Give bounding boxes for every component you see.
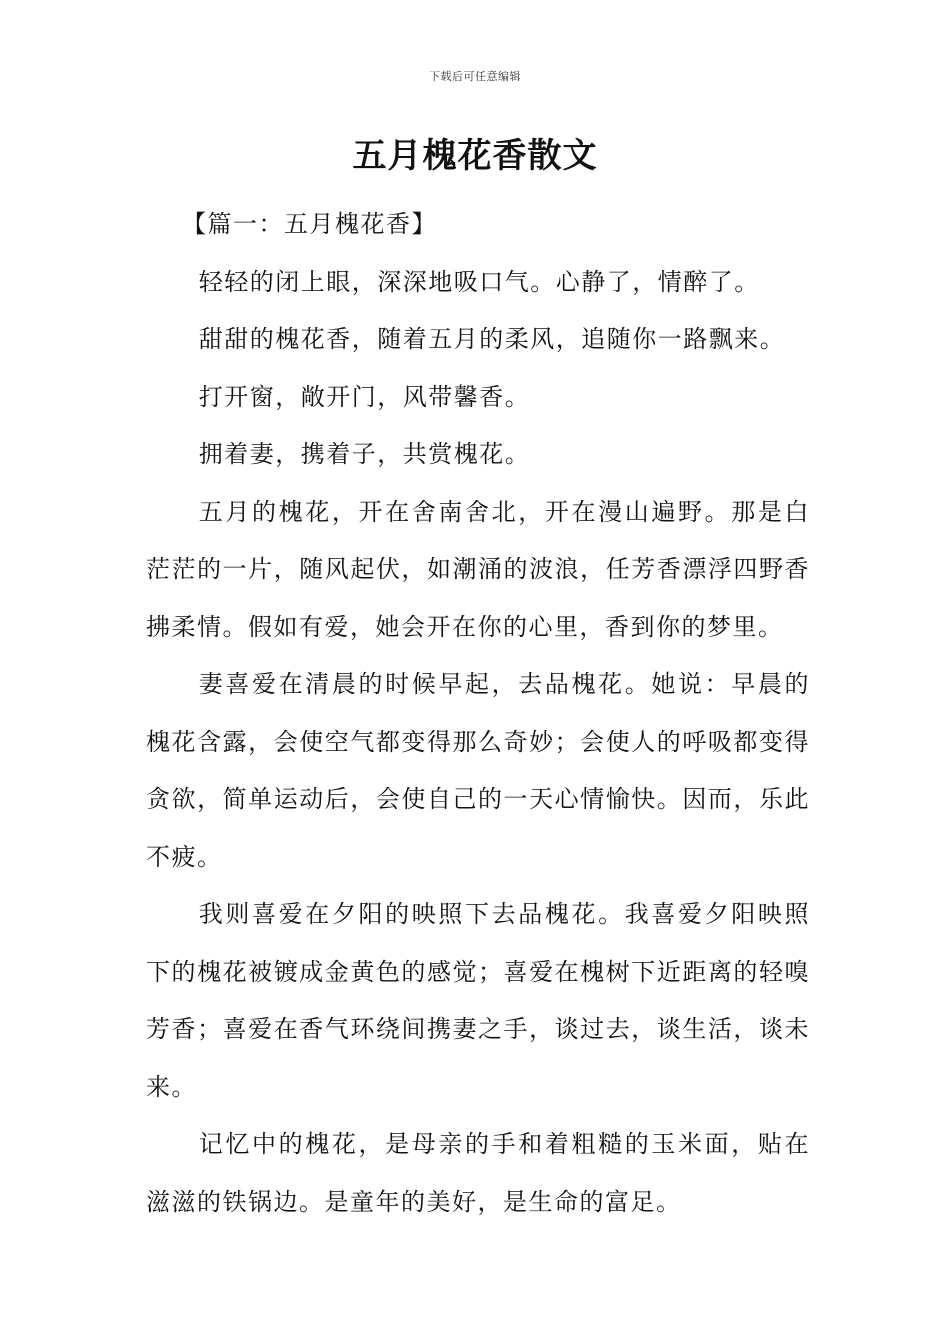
section-heading: 【篇一：五月槐花香】 — [182, 210, 437, 238]
paragraph: 轻轻的闭上眼，深深地吸口气。心静了，情醉了。 — [198, 267, 760, 296]
paragraph: 我则喜爱在夕阳的映照下去品槐花。我喜爱夕阳映照下的槐花被镀成金黄色的感觉；喜爱在槐树下近距离的轻嗅芳香；喜爱在香气环绕间携妻之手，谈过去，谈生活，谈未来。 — [146, 900, 810, 1101]
header-note: 下载后可任意编辑 — [429, 70, 521, 83]
document-body — [146, 196, 810, 1231]
paragraph: 五月的槐花，开在舍南舍北，开在漫山遍野。那是白茫茫的一片，随风起伏，如潮涌的波浪，任芳香漂浮四野香拂柔情。假如有爱，她会开在你的心里，香到你的梦里。 — [146, 497, 810, 641]
paragraph: 妻喜爱在清晨的时候早起，去品槐花。她说：早晨的槐花含露，会使空气都变得那么奇妙；会使人的呼吸都变得贪欲，简单运动后，会使自己的一天心情愉快。因而，乐此不疲。 — [146, 670, 810, 871]
paragraph: 记忆中的槐花，是母亲的手和着粗糙的玉米面，贴在滋滋的铁锅边。是童年的美好，是生命的富足。 — [146, 1130, 810, 1216]
document-title: 五月槐花香散文 — [352, 136, 598, 176]
paragraph: 打开窗，敞开门，风带馨香。 — [198, 382, 531, 411]
paragraph: 拥着妻，携着子，共赏槐花。 — [198, 440, 531, 468]
paragraph: 甜甜的槐花香，随着五月的柔风，追随你一路飘来。 — [198, 325, 786, 353]
